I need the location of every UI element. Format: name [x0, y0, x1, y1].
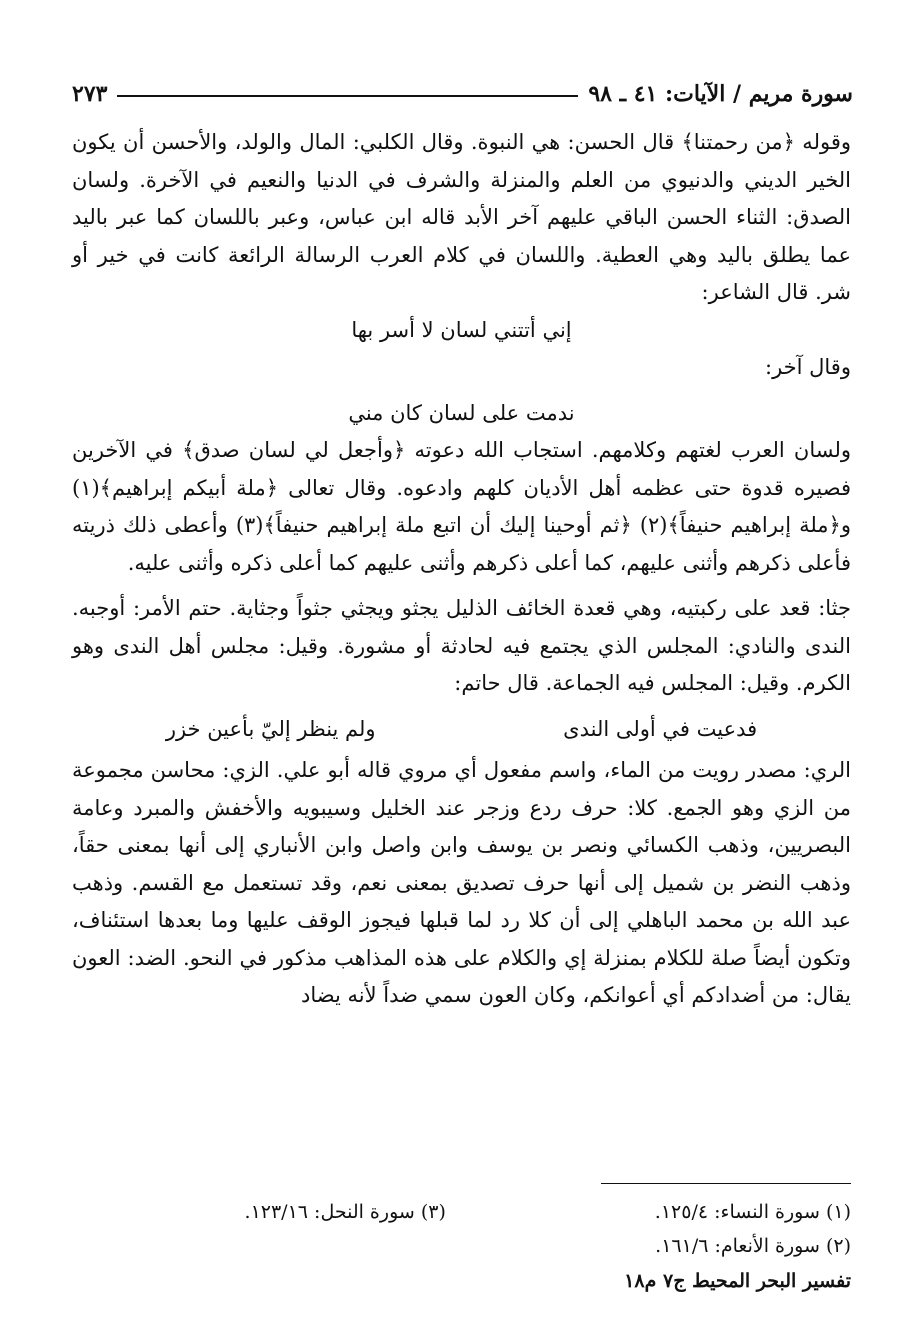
paragraph-5: الري: مصدر رويت من الماء، واسم مفعول أي مروي قاله أبو علي. الزي: محاسن مجموعة من الزي وهو الجمع. كلا: حرف ردع وزجر عند الخليل وسيبويه والأخفش والمبرد وعامة البصريين، وذهب الكسائي ونصر بن يوسف وابن واصل وابن الأنباري إلى أنها بمعنى حقاً، وذهب النضر بن شميل إلى أنها حرف تصديق بمعنى نعم، وقد تستعمل مع القسم. وذهب عبد الله بن محمد الباهلي إلى أن كلا رد لما قبلها فيجوز الوقف عليها وما بعدها استئناف، وتكون أيضاً صلة للكلام بمنزلة إي والكلام على هذه المذاهب مذكور في النحو. الضد: العون يقال: من أضدادكم أي أعوانكم، وكان العون سمي ضداً لأنه يضاد: [72, 758, 851, 1007]
running-header: [72, 74, 853, 114]
surah-title: سورة مريم / الآيات: ٤١ ـ ٩٨: [588, 81, 853, 107]
paragraph-4: جثا: قعد على ركبتيه، وهي قعدة الخائف الذليل يجثو ويجثي جثواً وجثاية. حتم الأمر: أوجبه. الندى والنادي: المجلس الذي يجتمع فيه لحادثة أو مشورة. وقيل: مجلس أهل الندى وهو الكرم. وقيل: المجلس فيه الجماعة. قال حاتم:: [72, 596, 851, 695]
poem-hemistich-left: ولم ينظر إليّ بأعين خزر: [165, 716, 376, 741]
footnote-2: (٢) سورة الأنعام: ١٦١/٦.: [655, 1235, 851, 1257]
footnote-row: [72, 1195, 851, 1229]
paragraph-1: وقوله ﴿من رحمتنا﴾ قال الحسن: هي النبوة. وقال الكلبي: المال والولد، والأحسن أن يكون الخير الديني والدنيوي من العلم والمنزلة والشرف في الدنيا والنعيم في الآخرة. ولسان الصدق: الثناء الحسن الباقي عليهم آخر الأبد قاله ابن عباس، وعبر باللسان كما عبر باليد عما يطلق باليد وهي العطية. واللسان في كلام العرب الرسالة الرائعة كانت في خير أو شر. قال الشاعر:: [72, 130, 851, 304]
paragraph-3: ولسان العرب لغتهم وكلامهم. استجاب الله دعوته ﴿وأجعل لي لسان صدق﴾ في الآخرين فصيره قدوة حتى عظمه أهل الأديان كلهم وادعوه. وقال تعالى ﴿ملة أبيكم إبراهيم﴾(١) و﴿ملة إبراهيم حنيفاً﴾(٢) ﴿ثم أوحينا إليك أن اتبع ملة إبراهيم حنيفاً﴾(٣) وأعطى ذلك ذريته فأعلى ذكرهم وأثنى عليهم، كما أعلى ذكرهم وأثنى عليهم كما أعلى ذكره وأثنى عليه.: [72, 438, 851, 575]
paragraph-2: وقال آخر:: [765, 355, 851, 379]
footnote-separator: [601, 1183, 851, 1184]
footnote-1: (١) سورة النساء: ١٢٥/٤.: [654, 1201, 851, 1223]
footnote-3: (٣) سورة النحل: ١٢٣/١٦.: [244, 1201, 446, 1223]
book-signature: تفسير البحر المحيط ج٧ م١٨: [624, 1270, 851, 1292]
footnotes: [72, 1195, 851, 1263]
header-rule: [117, 95, 578, 97]
verse-2: ندمت على لسان كان مني: [348, 400, 575, 425]
main-text: [72, 124, 851, 1015]
poem-hemistich-right: فدعيت في أولى الندى: [563, 716, 758, 741]
poem-line: [72, 711, 851, 749]
footnote-row: [72, 1229, 851, 1263]
page-number: ٢٧٣: [72, 81, 108, 107]
verse-1: إني أتتني لسان لا أسر بها: [351, 317, 572, 342]
